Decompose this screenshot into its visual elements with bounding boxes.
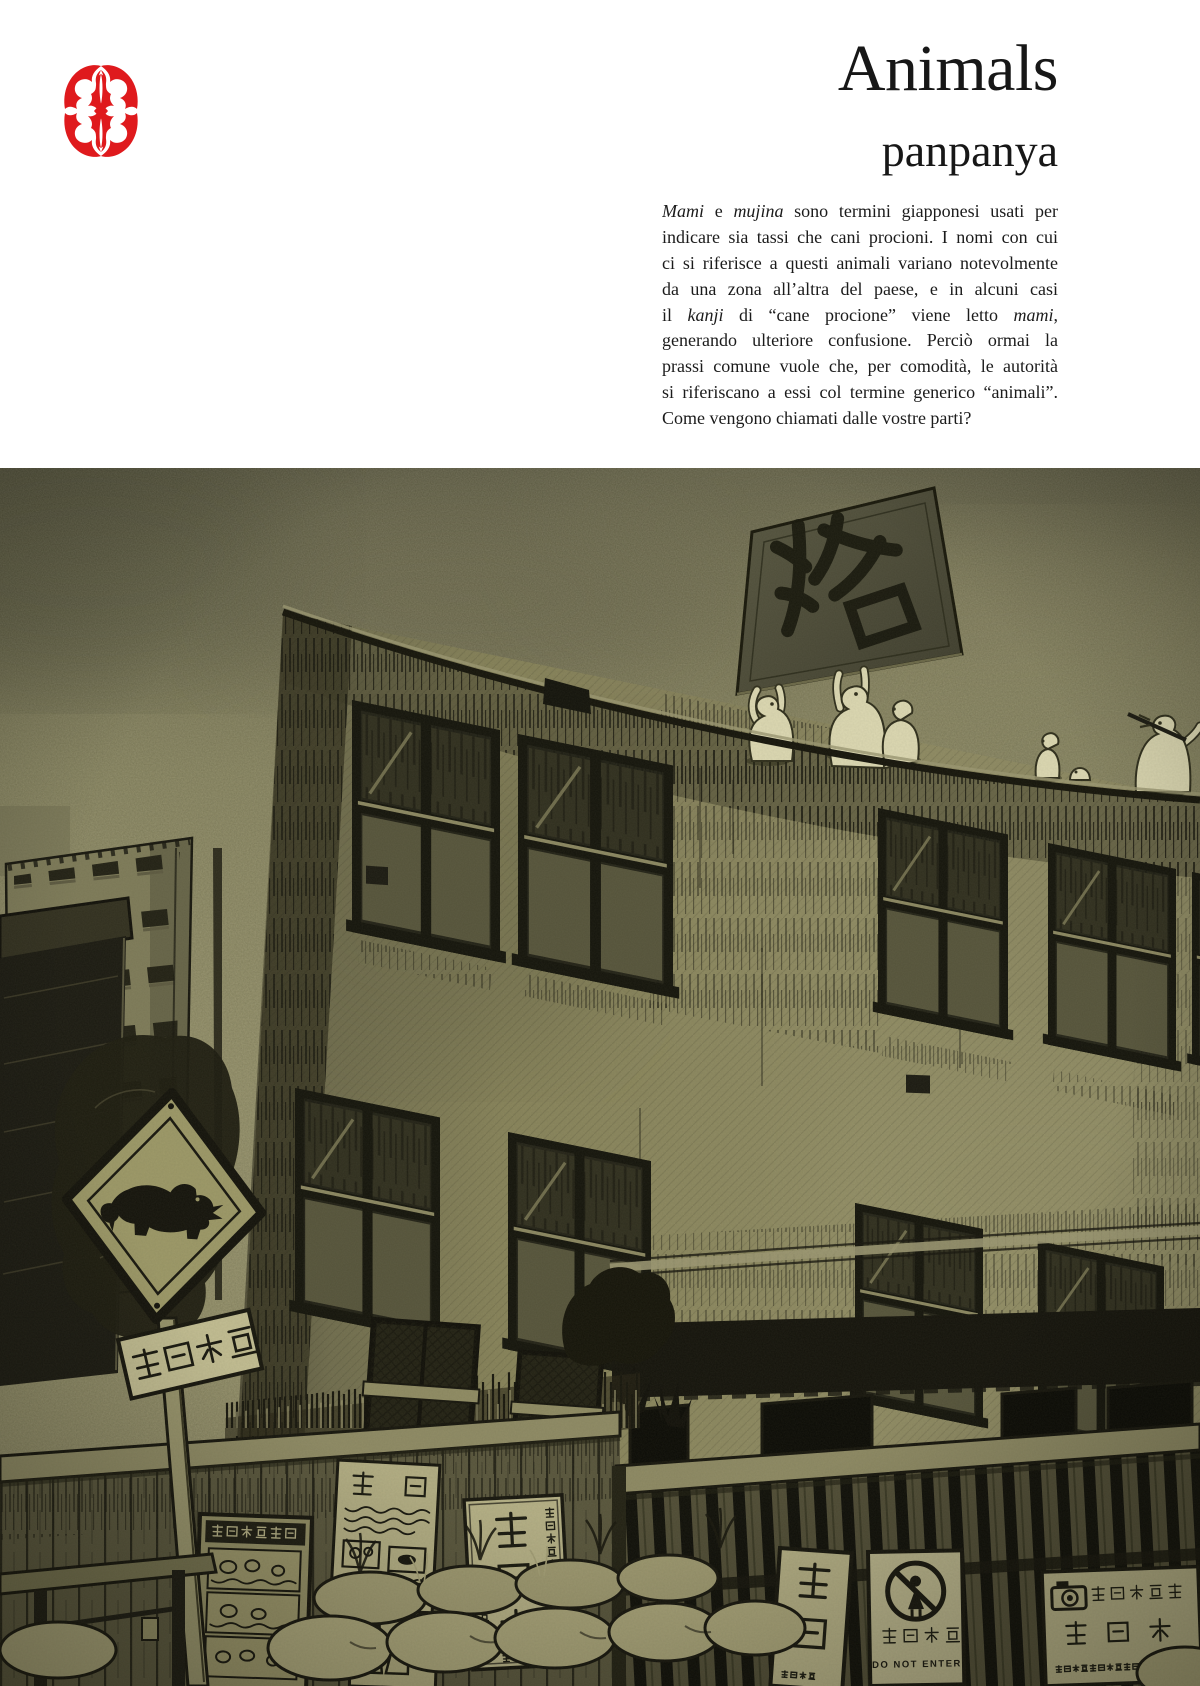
book-title: Animals (837, 32, 1058, 105)
intro-line: prassi comune vuole che, per comodità, le autorità (662, 356, 1058, 377)
publisher-ornament-logo (62, 64, 140, 158)
intro-line: Come vengono chiamati dalle vostre parti? (662, 408, 972, 429)
intro-line: indicare sia tassi che cani procioni. I nomi con cui (662, 226, 1058, 247)
intro-line: il kanji di “cane procione” viene letto mami, (662, 304, 1058, 325)
intro-line: ci si riferisce a questi animali variano notevolmente (662, 252, 1058, 273)
ornament-icon (62, 64, 140, 158)
intro-line: Mami e mujina sono termini giapponesi usati per (662, 201, 1058, 221)
cover-illustration-svg (0, 468, 1200, 1686)
intro-paragraph (662, 201, 1058, 434)
intro-line: si riferiscano a essi col termine generico “animali”. (662, 382, 1058, 403)
intro-line: generando ulteriore confusione. Perciò ormai la (662, 330, 1058, 351)
book-author: panpanya (881, 125, 1058, 176)
cover-illustration (0, 468, 1200, 1686)
intro-line: da una zona all’altra del paese, e in alcuni casi (662, 278, 1058, 299)
